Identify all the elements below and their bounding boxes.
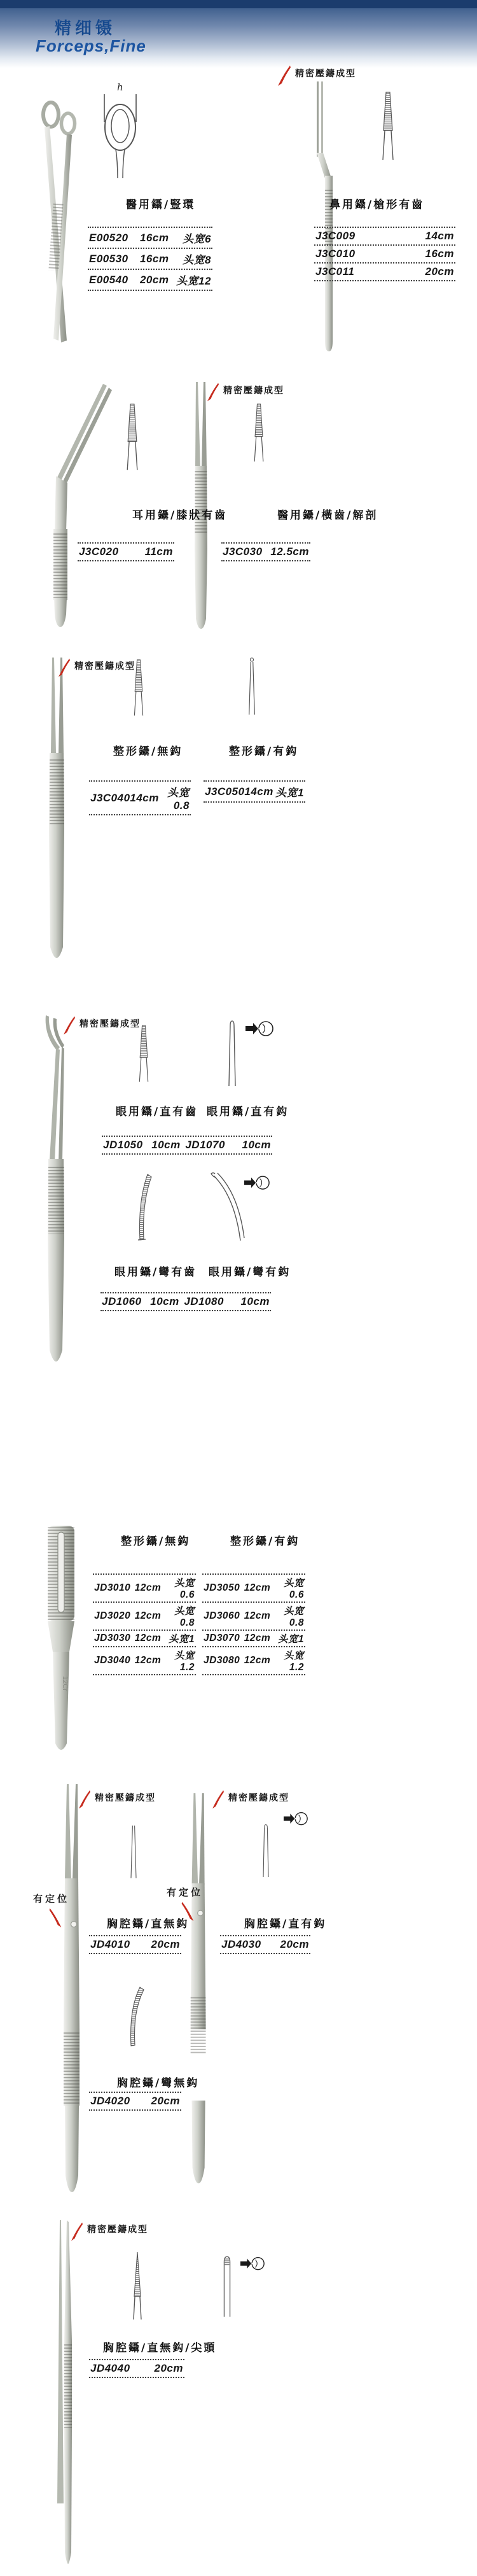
product-label: 醫用鑷/橫齒/解剖 [277,509,378,522]
red-brush-arrow-icon [59,658,70,677]
table-cell: 20cm [151,1938,180,1950]
table-cell: 20cm [280,1938,309,1950]
product-label: 整形鑷/有鈎 [230,1535,300,1548]
table-cell: E00540 [89,273,128,286]
table-cell: JD3050 [204,1582,240,1593]
table-cell: 头宽6 [183,233,211,245]
curved-hook-tip-inset [209,1172,248,1243]
table-cell: 头宽1.2 [283,1650,304,1673]
tooth-profile-icon [244,1173,270,1193]
die-cast-badge [64,1016,141,1035]
table-cell: 12.5cm [270,545,309,558]
table-cell: E00530 [89,252,128,265]
product-label: 整形鑷/無鈎 [121,1535,191,1548]
page-title-zh: 精细镊 [55,19,116,38]
die-cast-label: 精密壓鑄成型 [228,1793,289,1803]
spec-table [100,1292,271,1311]
thoracic-forceps-photo [186,1784,214,2197]
table-cell: 头宽0.6 [283,1578,304,1600]
table-row [88,227,212,248]
table-cell: 头宽1.2 [174,1650,195,1673]
table-row [202,1629,305,1646]
loop-dimension-diagram [100,81,140,180]
table-row [78,542,174,560]
pointed-tip-inset [130,2251,145,2322]
serrated-tip-inset [137,1018,150,1092]
table-cell: 10cm [150,1295,179,1307]
spec-table [220,1935,310,1954]
die-cast-label: 精密壓鑄成型 [295,69,356,79]
table-cell: 头宽1 [168,1634,195,1645]
table-cell: 12cm [134,1582,162,1593]
product-label: 鼻用鑷/槍形有齒 [329,199,425,211]
table-cell: JD1070 [185,1139,225,1151]
tooth-profile-icon [240,2255,265,2274]
spec-table [204,780,305,803]
product-label: 醫用鑷/豎環 [126,199,196,211]
spec-table [78,542,174,561]
die-cast-badge [71,2221,148,2242]
table-cell: 10cm [151,1139,181,1151]
table-cell: J3C009 [315,230,356,242]
serrated-tip-inset [252,403,266,465]
spec-table [93,1573,196,1675]
tooth-profile-icon [245,1018,273,1040]
curved-eye-forceps-photo [38,1014,71,1365]
spec-table [88,227,212,291]
page-title-en: Forceps,Fine [36,36,146,55]
table-cell: 12cm [244,1655,271,1666]
hook-tip-inset [226,1017,238,1092]
product-label: 整形鑷/無鈎 [113,745,183,758]
spec-table [89,1935,181,1954]
curved-serrated-tip-inset [134,1173,153,1243]
pointed-forceps-photo [55,2220,81,2567]
die-cast-badge [212,1790,289,1809]
spec-table [89,2092,181,2111]
table-cell: 16cm [425,248,454,260]
product-label: 耳用鑷/膝狀有齒 [132,509,228,522]
spec-table [89,2359,184,2378]
table-row [202,1601,305,1629]
thoracic-forceps-photo [59,1784,88,2197]
table-cell: JD3030 [94,1633,131,1643]
table-cell: 14cm [425,230,454,242]
table-row [88,248,212,269]
fine-forceps-photo [42,658,73,962]
table-cell: J3C011 [315,265,355,278]
table-row [89,1935,181,1953]
serrated-tip-inset [379,91,397,164]
red-brush-arrow-icon [64,1016,75,1035]
die-cast-label: 精密壓鑄成型 [74,661,135,672]
table-cell: 头宽8 [183,254,211,266]
top-blue-bar [0,0,477,8]
table-row [93,1601,196,1629]
table-cell: 12cm [244,1582,271,1593]
table-row [93,1646,196,1674]
table-row [89,780,191,814]
table-cell: 16cm [139,231,169,244]
table-cell: 头宽0.8 [283,1606,304,1628]
table-row [93,1573,196,1601]
table-cell: E00520 [89,231,128,244]
table-row [221,542,310,560]
die-cast-badge [79,1790,156,1809]
table-cell: J3C050 [205,785,245,798]
die-cast-label: 精密壓鑄成型 [80,1019,141,1029]
product-label: 胸腔鑷/直有鈎 [244,1918,327,1931]
die-cast-label: 精密壓鑄成型 [95,1793,156,1803]
serrated-tip-inset [131,659,146,719]
table-row [220,1935,310,1953]
product-label: 胸腔鑷/直無鈎 [107,1918,190,1931]
table-cell: 头宽0.6 [174,1578,195,1600]
table-row [202,1646,305,1674]
table-cell: 11cm [144,545,173,558]
table-cell: 20cm [425,265,454,278]
spec-table [221,542,310,561]
red-brush-arrow-icon [278,66,291,86]
table-row [314,244,455,262]
die-cast-label: 精密壓鑄成型 [223,386,284,396]
product-label: 胸腔鑷/直無鈎/尖頭 [103,2342,217,2354]
table-cell: JD3060 [204,1610,240,1621]
table-cell: JD1080 [184,1295,224,1307]
table-cell: JD1060 [102,1295,142,1307]
table-cell: 14cm [130,791,159,804]
table-cell: JD4010 [90,1938,130,1950]
serrated-tip-inset [125,403,140,474]
slotted-forceps-photo [43,1523,79,1760]
table-cell: 头宽0.8 [167,787,190,812]
table-row [89,2359,184,2377]
loop-forceps-photo [37,95,85,350]
table-cell: JD1050 [103,1139,143,1151]
spec-table [89,780,191,815]
svg-text:12Cr: 12Cr [61,1676,69,1691]
table-cell: 12cm [244,1633,271,1643]
product-label: 胸腔鑷/彎無鈎 [117,2077,200,2090]
table-cell: 10cm [240,1295,270,1307]
table-cell: JD3040 [94,1655,131,1666]
tooth-profile-icon [284,1810,308,1829]
table-cell: 20cm [154,2362,183,2374]
positioning-label: 有定位 [33,1893,70,1904]
table-cell: JD3080 [204,1655,240,1666]
table-cell: JD4040 [90,2362,130,2374]
table-row [314,227,455,244]
hook-tip-inset [245,657,258,717]
die-cast-label: 精密壓鑄成型 [87,2225,148,2235]
spec-table [314,227,455,281]
table-cell: J3C010 [315,248,356,260]
curved-tip-inset [122,1986,148,2048]
product-label: 眼用鑷/彎有鈎 [209,1266,291,1279]
table-cell: 12cm [134,1655,162,1666]
table-cell: J3C020 [79,545,119,558]
table-row [204,780,305,801]
table-cell: 头宽1 [275,787,304,799]
positioning-label: 有定位 [167,1887,204,1898]
red-brush-arrow-icon [48,1908,62,1927]
spec-table [202,1573,305,1675]
table-cell: 12cm [134,1610,162,1621]
table-cell: 头宽1 [277,1634,304,1645]
table-row [314,262,455,280]
table-row [202,1573,305,1601]
table-cell: JD3010 [94,1582,131,1593]
table-row [93,1629,196,1646]
table-row [89,2092,181,2109]
table-cell: JD3070 [204,1633,240,1643]
table-cell: J3C030 [223,545,263,558]
spec-table [102,1136,272,1155]
die-cast-badge [59,658,135,677]
bayonet-forceps-photo [312,81,336,358]
table-row [102,1136,272,1153]
table-cell: 20cm [151,2095,180,2107]
round-tip-inset [220,2252,234,2322]
die-cast-badge [207,383,284,402]
table-cell: 20cm [139,273,169,286]
svg-text:h: h [117,81,123,93]
table-cell: 12cm [134,1633,162,1643]
table-cell: J3C040 [90,791,130,804]
hook-tip-inset [261,1808,271,1896]
table-cell: 头宽0.8 [174,1606,195,1628]
table-row [88,269,212,290]
table-cell: 16cm [139,252,169,265]
angled-forceps-photo [43,384,114,631]
product-label: 眼用鑷/直有鈎 [207,1106,289,1118]
table-cell: 14cm [244,785,273,798]
plain-tip-inset [128,1810,139,1896]
table-cell: JD3020 [94,1610,131,1621]
red-brush-arrow-icon [212,1790,224,1809]
product-label: 整形鑷/有鈎 [229,745,299,758]
product-label: 眼用鑷/彎有齒 [114,1266,197,1279]
table-cell: JD4020 [90,2095,130,2107]
table-cell: 头宽12 [176,275,211,287]
table-cell: 12cm [244,1610,271,1621]
product-label: 眼用鑷/直有齒 [116,1106,198,1118]
table-cell: 10cm [242,1139,271,1151]
table-cell: JD4030 [221,1938,261,1950]
table-row [100,1292,271,1310]
